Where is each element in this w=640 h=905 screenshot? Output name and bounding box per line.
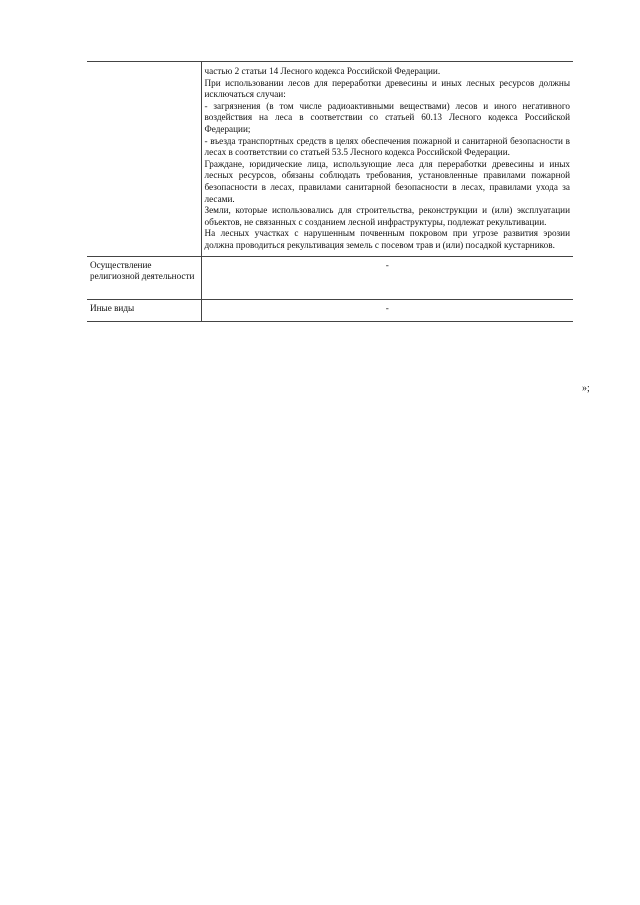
table-row-religion xyxy=(87,256,573,299)
processing-requirements-cell xyxy=(201,62,573,257)
other-type-label: Иные виды xyxy=(90,302,135,313)
table-row-other xyxy=(87,299,573,321)
other-requirements-cell xyxy=(201,299,573,321)
requirements-paragraph: Граждане, юридические лица, использующие леса для переработки древесины и иных лесных ресурсов, обязаны соблюдать требования, установленные правилами пожарной безопасности в лесах, правилами санитарной безопасности в лесах, правилами ухода за лесами. xyxy=(204,158,570,204)
religion-type-cell xyxy=(87,256,201,299)
requirements-paragraph: При использовании лесов для переработки древесины и иных лесных ресурсов должны исключаться случаи: xyxy=(204,77,570,100)
religion-requirements-cell xyxy=(201,256,573,299)
requirements-paragraph: частью 2 статьи 14 Лесного кодекса Российской Федерации. xyxy=(204,66,441,76)
table-row-processing xyxy=(87,62,573,257)
requirements-paragraph: Земли, которые использовались для строительства, реконструкции и (или) эксплуатации объектов, не связанных с созданием лесной инфраструктуры, подлежат рекультивации. xyxy=(204,205,570,227)
closing-quote-mark: »; xyxy=(582,383,590,394)
requirements-paragraph: - въезда транспортных средств в целях обеспечения пожарной и санитарной безопасности в лесах в соответствии со статьей 53.5 Лесного кодекса Российской Федерации. xyxy=(204,135,570,158)
religion-dash: - xyxy=(385,259,389,270)
requirements-text xyxy=(202,62,574,256)
processing-type-cell xyxy=(87,62,201,257)
religion-type-label: Осуществление религиозной деятельности xyxy=(90,259,195,282)
requirements-paragraph: - загрязнения (в том числе радиоактивными веществами) лесов и иного негативного воздействия на леса в соответствии со статьей 60.13 Лесного кодекса Российской Федерации; xyxy=(204,100,570,134)
forest-use-table xyxy=(87,61,573,322)
other-dash: - xyxy=(385,302,389,313)
requirements-paragraph: На лесных участках с нарушенным почвенным покровом при угрозе развития эрозии должна проводиться рекультивация земель с посевом трав и (или) посадкой кустарников. xyxy=(204,228,570,250)
other-type-cell xyxy=(87,299,201,321)
